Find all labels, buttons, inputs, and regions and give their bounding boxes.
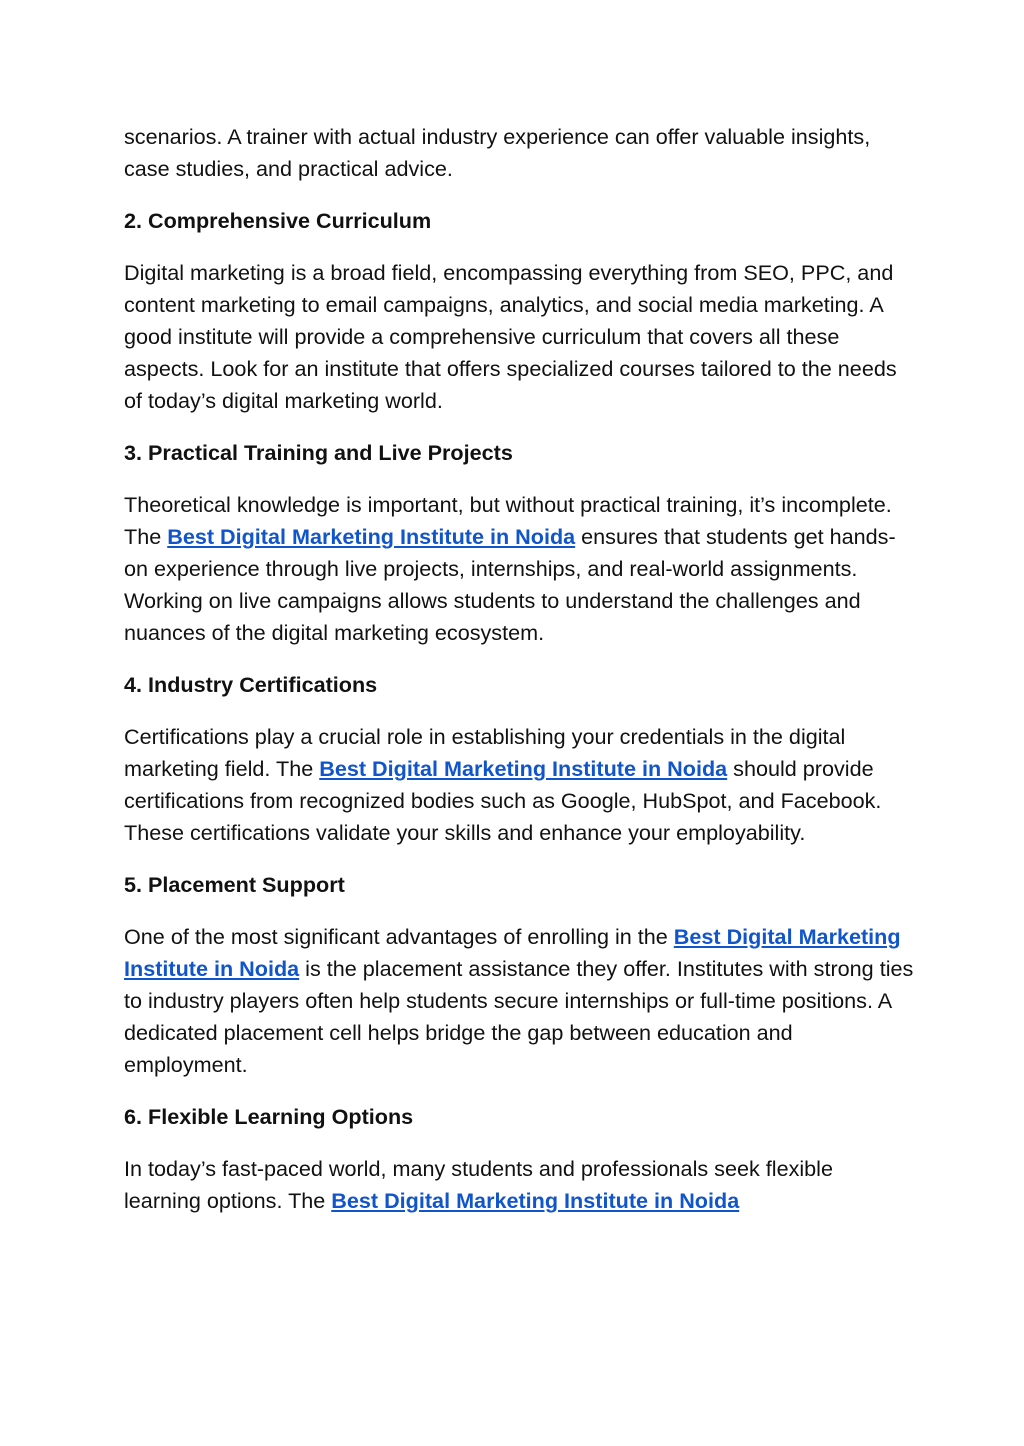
institute-link[interactable]: Best Digital Marketing Institute in Noida bbox=[124, 924, 901, 981]
institute-link[interactable]: Best Digital Marketing Institute in Noida bbox=[167, 524, 576, 549]
section-body bbox=[124, 721, 914, 849]
body-text-before-link: In today’s fast-paced world, many students and professionals seek flexible learning options. The bbox=[124, 1156, 833, 1213]
section-heading: 4. Industry Certifications bbox=[124, 672, 378, 697]
section-body bbox=[124, 489, 914, 649]
section-heading: 3. Practical Training and Live Projects bbox=[124, 440, 513, 465]
section-body bbox=[124, 921, 914, 1081]
institute-link[interactable]: Best Digital Marketing Institute in Noida bbox=[331, 1188, 740, 1213]
intro-paragraph: scenarios. A trainer with actual industry experience can offer valuable insights, case studies, and practical advice. bbox=[124, 124, 871, 181]
section-comprehensive-curriculum bbox=[124, 205, 914, 417]
body-text-before-link: Theoretical knowledge is important, but without practical training, it’s incomplete. The bbox=[124, 492, 892, 549]
section-industry-certifications bbox=[124, 669, 914, 849]
body-text-after-link: should provide certifications from recognized bodies such as Google, HubSpot, and Facebook. These certifications validate your skills and enhance your employability. bbox=[124, 756, 882, 845]
document-page bbox=[124, 121, 914, 1237]
section-body: Digital marketing is a broad field, encompassing everything from SEO, PPC, and content marketing to email campaigns, analytics, and social media marketing. A good institute will provide a comprehensive curriculum that covers all these aspects. Look for an institute that offers specialized courses tailored to the needs of today’s digital marketing world. bbox=[124, 260, 897, 413]
section-heading: 5. Placement Support bbox=[124, 872, 345, 897]
body-text-after-link: ensures that students get hands-on experience through live projects, internships, and real-world assignments. Working on live campaigns allows students to understand the challenges and nuances of the digital marketing ecosystem. bbox=[124, 524, 896, 645]
institute-link[interactable]: Best Digital Marketing Institute in Noida bbox=[319, 756, 728, 781]
body-text-after-link: is the placement assistance they offer. Institutes with strong ties to industry players often help students secure internships or full-time positions. A dedicated placement cell helps bridge the gap between education and employment. bbox=[124, 956, 914, 1077]
section-body bbox=[124, 1153, 914, 1217]
section-heading: 2. Comprehensive Curriculum bbox=[124, 208, 432, 233]
body-text-before-link: One of the most significant advantages of enrolling in the bbox=[124, 924, 674, 949]
section-heading: 6. Flexible Learning Options bbox=[124, 1104, 414, 1129]
section-flexible-learning bbox=[124, 1101, 914, 1217]
section-placement-support bbox=[124, 869, 914, 1081]
body-text-before-link: Certifications play a crucial role in establishing your credentials in the digital marketing field. The bbox=[124, 724, 846, 781]
section-practical-training bbox=[124, 437, 914, 649]
